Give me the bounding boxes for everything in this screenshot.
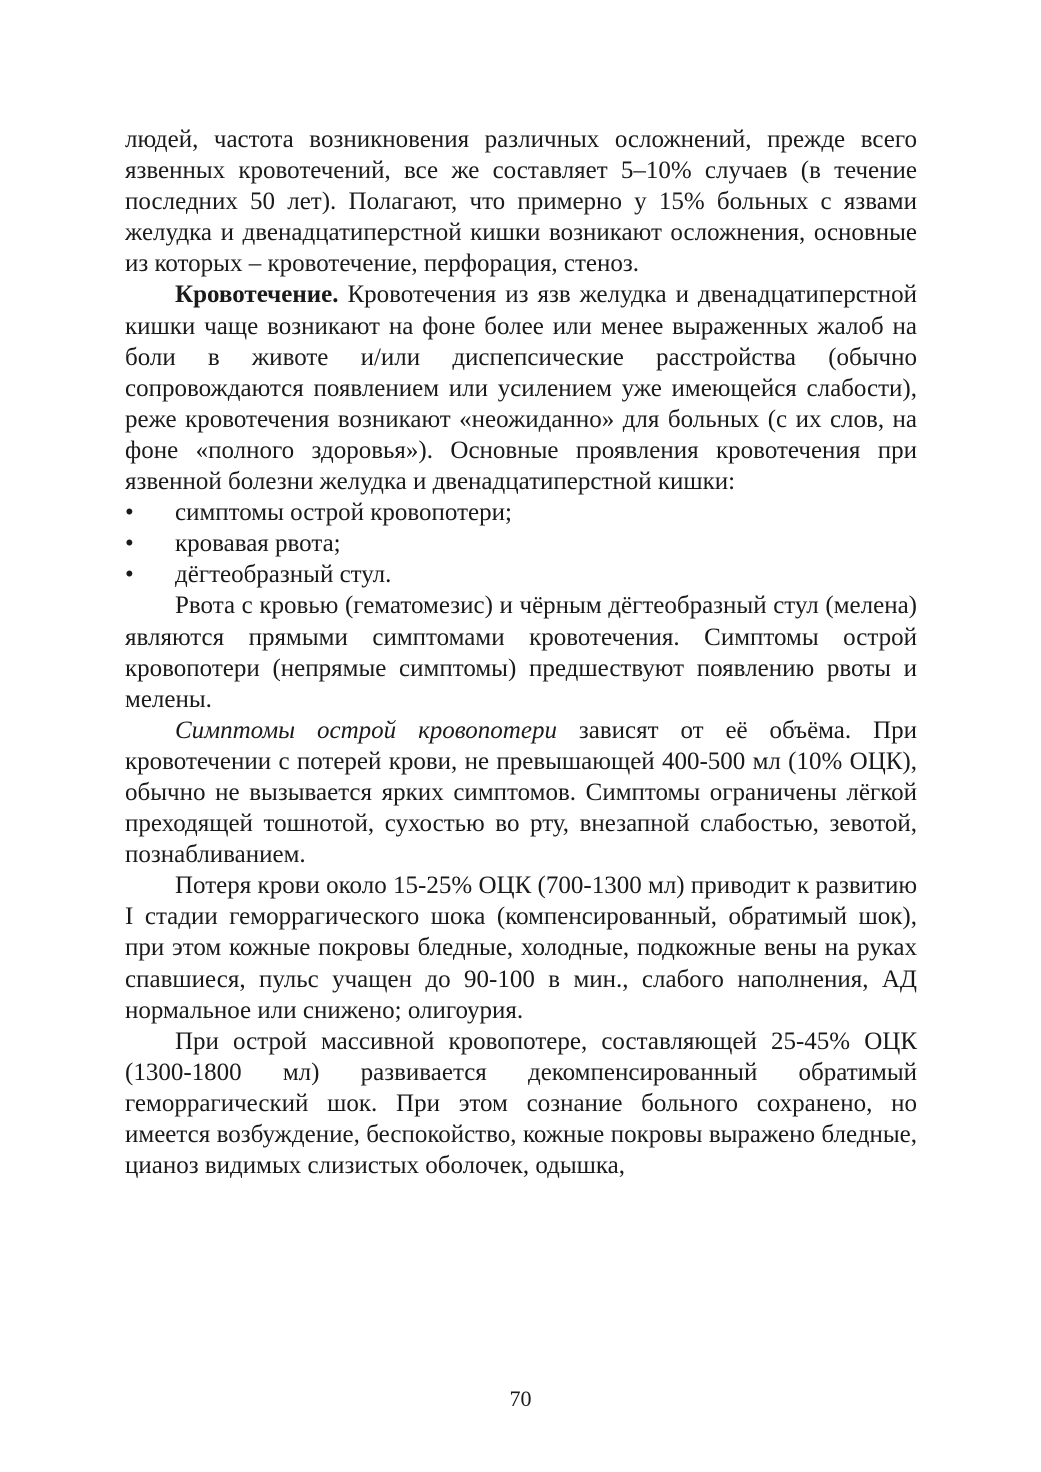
list-item bbox=[125, 528, 917, 559]
paragraph-bleeding bbox=[125, 279, 917, 497]
page-number: 70 bbox=[509, 1386, 532, 1411]
paragraph-direct-symptoms: Рвота с кровью (гематомезис) и чёрным дёгтеобразный стул (мелена) являются прямыми симптомами кровотечения. Симптомы острой кровопотери (непрямые симптомы) предшествуют появлению рвоты и мелены. bbox=[125, 592, 917, 713]
paragraph-massive-blood-loss: При острой массивной кровопотере, составляющей 25-45% ОЦК (1300-1800 мл) развивается декомпенсированный обратимый геморрагический шок. При этом сознание больного сохранено, но имеется возбуждение, беспокойство, кожные покровы выражено бледные, цианоз видимых слизистых оболочек, одышка, bbox=[125, 1027, 917, 1180]
paragraph-acute-blood-loss bbox=[125, 715, 917, 870]
paragraph-intro: людей, частота возникновения различных осложнений, прежде всего язвенных кровотечений, все же составляет 5–10% случаев (в течение последних 50 лет). Полагают, что примерно у 15% больных с язвами желудка и двенадцатиперстной кишки возникают осложнения, основные из которых – кровотечение, перфорация, стеноз. bbox=[125, 126, 917, 278]
paragraph-shock-stage-one: Потеря крови около 15-25% ОЦК (700-1300 мл) приводит к развитию I стадии геморрагического шока (компенсированный, обратимый шок), при этом кожные покровы бледные, холодные, подкожные вены на руках спавшиеся, пульс учащен до 90-100 в мин., слабого наполнения, АД нормальное или снижено; олигоурия. bbox=[125, 872, 917, 1024]
section-heading-bleeding: Кровотечение. bbox=[175, 281, 339, 309]
page-body bbox=[125, 124, 917, 1181]
list-item-text: дёгтеобразный стул. bbox=[175, 561, 392, 589]
list-item bbox=[125, 559, 917, 590]
paragraph-acute-blood-loss-text: зависят от её объёма. При кровотечении с потерей крови, не превышающей 400-500 мл (10% ОЦК), обычно не вызывается ярких симптомов. Симптомы ограничены лёгкой преходящей тошнотой, сухостью во рту, внезапной слабостью, зевотой, познабливанием. bbox=[125, 716, 917, 869]
list-item-text: симптомы острой кровопотери; bbox=[175, 499, 512, 527]
symptoms-list bbox=[125, 497, 917, 590]
bullet-icon: • bbox=[125, 499, 134, 527]
bullet-icon: • bbox=[125, 561, 134, 589]
list-item-text: кровавая рвота; bbox=[175, 530, 341, 558]
list-item bbox=[125, 497, 917, 528]
paragraph-bleeding-text: Кровотечения из язв желудка и двенадцатиперстной кишки чаще возникают на фоне более или менее выраженных жалоб на боли в животе и/или диспепсические расстройства (обычно сопровождаются появлением или усилением уже имеющейся слабости), реже кровотечения возникают «неожиданно» для больных (с их слов, на фоне «полного здоровья»). Основные проявления кровотечения при язвенной болезни желудка и двенадцатиперстной кишки: bbox=[125, 281, 917, 496]
bullet-icon: • bbox=[125, 530, 134, 558]
emphasis-acute-blood-loss: Симптомы острой кровопотери bbox=[175, 716, 557, 744]
